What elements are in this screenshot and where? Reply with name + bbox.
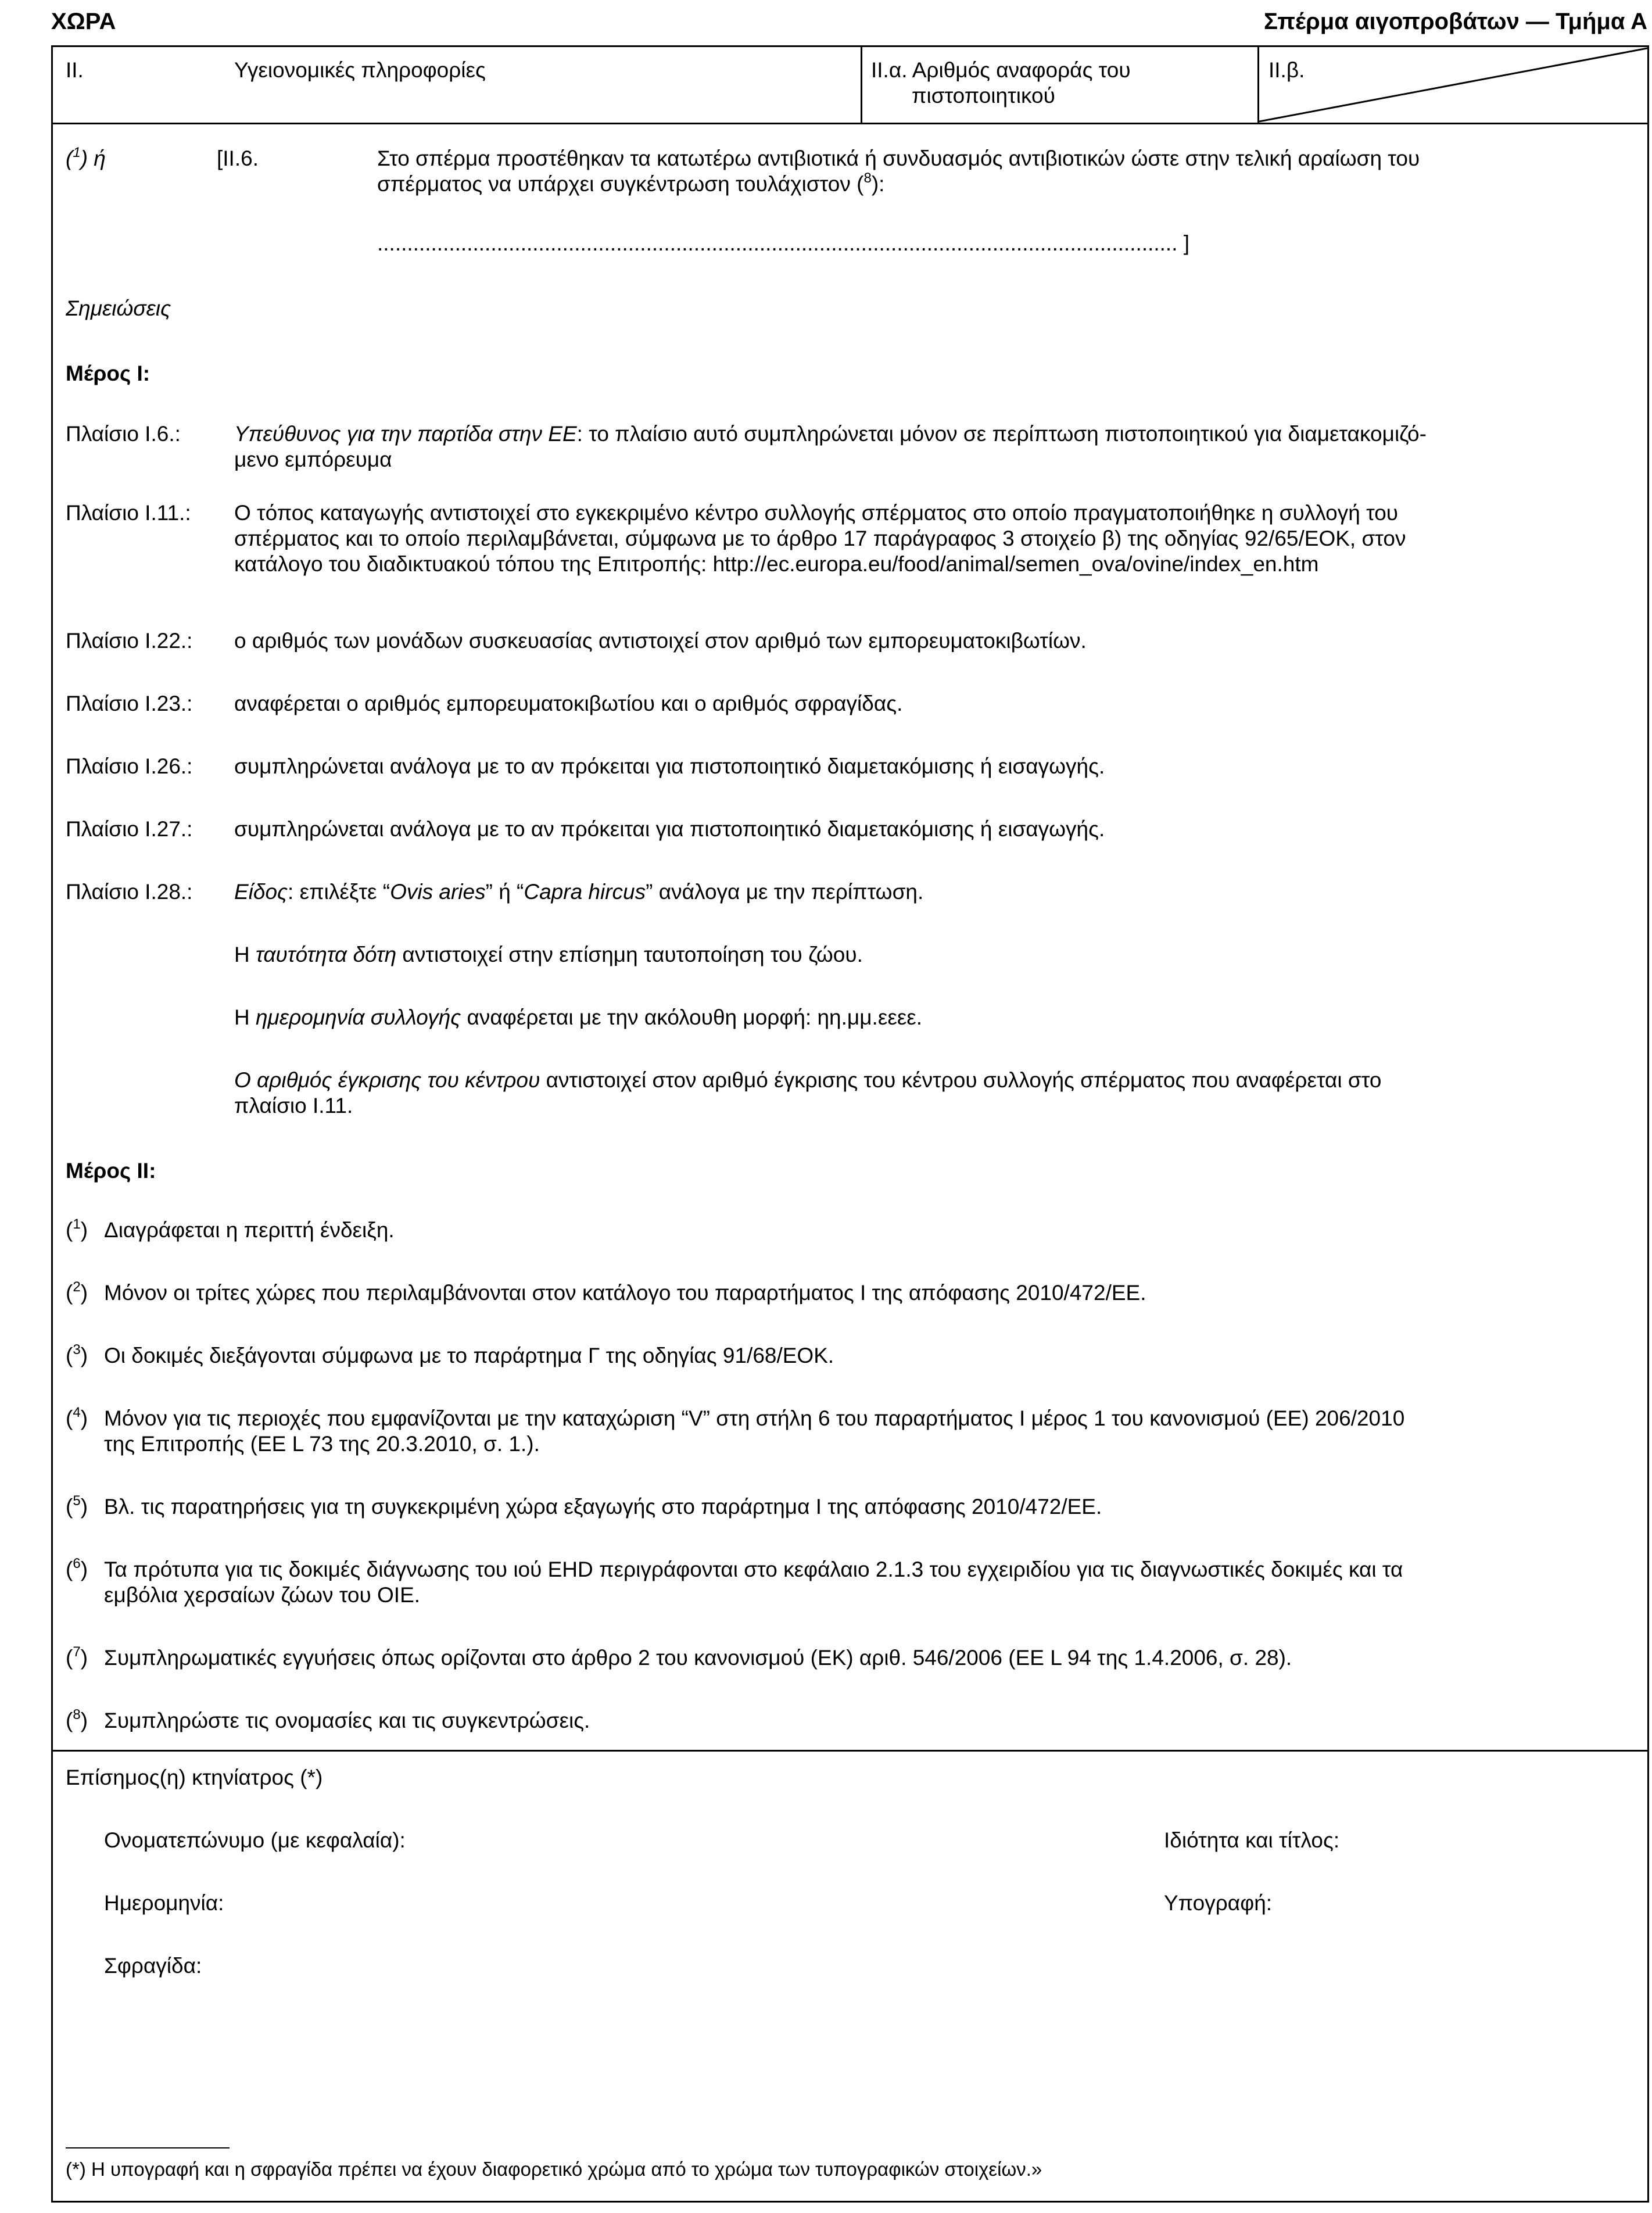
footnote-text: Διαγράφεται η περιττή ένδειξη. bbox=[104, 1218, 395, 1242]
donor-italic: ταυτότητα δότη bbox=[256, 943, 397, 966]
signature-divider bbox=[53, 1750, 1647, 1752]
box122-label: Πλαίσιο I.22.: bbox=[66, 629, 193, 653]
signature-footnote: (*) Η υπογραφή και η σφραγίδα πρέπει να έχουν διαφορετικό χρώμα από το χρώμα των τυπογραφικών στοιχείων.» bbox=[66, 2158, 1042, 2180]
box111-line3: κατάλογο του διαδικτυακού τόπου της Επιτροπής: http://ec.europa.eu/food/animal/semen_ova/ovine/index_en.htm bbox=[234, 552, 1319, 576]
date-b: αναφέρεται με την ακόλουθη μορφή: ηη.μμ.εεεε. bbox=[461, 1005, 923, 1029]
centre-line2: πλαίσιο I.11. bbox=[234, 1094, 353, 1118]
box111-label: Πλαίσιο I.11.: bbox=[66, 501, 191, 525]
antibiotics-number: [II.6. bbox=[217, 146, 259, 170]
antibiotics-line2: σπέρματος να υπάρχει συγκέντρωση τουλάχιστον ($^8$): bbox=[377, 170, 885, 196]
note-ref-text: ($^1$) ή bbox=[66, 144, 106, 170]
box128-donor bbox=[234, 942, 1635, 968]
centre-b: αντιστοιχεί στον αριθμό έγκρισης του κέντρου συλλογής σπέρματος που αναφέρεται στο bbox=[540, 1068, 1382, 1092]
date-label: Ημερομηνία: bbox=[104, 1891, 224, 1915]
stamp-label: Σφραγίδα: bbox=[104, 1954, 202, 1978]
box16-label: Πλαίσιο I.6.: bbox=[66, 422, 181, 446]
footnote-text: Συμπληρώστε τις ονομασίες και τις συγκεντρώσεις. bbox=[104, 1709, 590, 1732]
box16-text bbox=[234, 421, 1635, 472]
footnote-text bbox=[104, 1557, 1635, 1608]
box126-label: Πλαίσιο I.26.: bbox=[66, 754, 193, 778]
section-iib: II.β. bbox=[1268, 58, 1305, 82]
box127-label: Πλαίσιο I.27.: bbox=[66, 817, 193, 841]
reference-label-line1: II.α. Αριθμός αναφοράς του bbox=[871, 58, 1131, 82]
box128-label: Πλαίσιο I.28.: bbox=[66, 880, 193, 904]
footnote-number: ($^3$) bbox=[66, 1341, 88, 1367]
footnote-line: Μόνον για τις περιοχές που εμφανίζονται με την καταχώριση “V” στη στήλη 6 του παραρτήματος I μέρος 1 του κανονισμού (ΕΕ) 206/2010 bbox=[104, 1406, 1405, 1430]
reference-label-line2: πιστοποιητικού bbox=[912, 84, 1055, 108]
antibiotics-dots: ...................................................................................................................................... ] bbox=[377, 231, 1190, 255]
box111-text bbox=[234, 500, 1635, 577]
part1-title: Μέρος I: bbox=[66, 361, 150, 385]
date-a: Η bbox=[234, 1005, 256, 1029]
model-heading: Σπέρμα αιγοπροβάτων — Τμήμα Α bbox=[1264, 9, 1647, 34]
footnote-line: Τα πρότυπα για τις δοκιμές διάγνωσης του ιού EHD περιγράφονται στο κεφάλαιο 2.1.3 του εγχειριδίου για τις διαγνωστικές δοκιμές και τα bbox=[104, 1557, 1403, 1581]
date-italic: ημερομηνία συλλογής bbox=[256, 1005, 461, 1029]
footnote-text: Βλ. τις παρατηρήσεις για τη συγκεκριμένη χώρα εξαγωγής στο παράρτημα I της απόφασης 2010/472/ΕΕ. bbox=[104, 1495, 1102, 1519]
footnote-number: ($^1$) bbox=[66, 1216, 88, 1242]
box128-species bbox=[234, 879, 1635, 905]
quality-label: Ιδιότητα και τίτλος: bbox=[1164, 1828, 1340, 1852]
donor-b: αντιστοιχεί στην επίσημη ταυτοποίηση του ζώου. bbox=[396, 943, 863, 966]
box127-text: συμπληρώνεται ανάλογα με το αν πρόκειται για πιστοποιητικό διαμετακόμισης ή εισαγωγής. bbox=[234, 817, 1105, 841]
footnote-line: εμβόλια χερσαίων ζώων του OIE. bbox=[104, 1583, 421, 1607]
country-heading: ΧΩΡΑ bbox=[51, 9, 116, 34]
box16-rest: : το πλαίσιο αυτό συμπληρώνεται μόνον σε περίπτωση πιστοποιητικού για διαμετακομιζό- bbox=[576, 422, 1427, 446]
species-c: ” ανάλογα με την περίπτωση. bbox=[646, 880, 924, 904]
footnote-text: Μόνον οι τρίτες χώρες που περιλαμβάνονται στον κατάλογο του παραρτήματος I της απόφασης 2010/472/ΕΕ. bbox=[104, 1281, 1146, 1305]
box123-label: Πλαίσιο I.23.: bbox=[66, 692, 193, 715]
footnote-text: Συμπληρωματικές εγγυήσεις όπως ορίζονται στο άρθρο 2 του κανονισμού (ΕΚ) αριθ. 546/2006 (ΕΕ L 94 της 1.4.2006, σ. 28). bbox=[104, 1646, 1292, 1670]
footnote-text bbox=[104, 1406, 1635, 1457]
ovis-aries: Ovis aries bbox=[390, 880, 486, 904]
certificate-frame bbox=[51, 45, 1649, 2203]
footnote-rule bbox=[66, 2147, 230, 2148]
footnote-number: ($^2$) bbox=[66, 1279, 88, 1305]
notes-title: Σημειώσεις bbox=[66, 296, 171, 320]
signature-label: Υπογραφή: bbox=[1164, 1891, 1273, 1915]
species-b: ” ή “ bbox=[485, 880, 524, 904]
footnote-number: ($^8$) bbox=[66, 1706, 88, 1732]
footnote-number: ($^6$) bbox=[66, 1555, 88, 1581]
vet-title: Επίσημος(η) κτηνίατρος (*) bbox=[66, 1766, 323, 1789]
column-divider bbox=[861, 47, 862, 123]
box111-line1: Ο τόπος καταγωγής αντιστοιχεί στο εγκεκριμένο κέντρο συλλογής σπέρματος στο οποίο πραγματοποιήθηκε η συλλογή του bbox=[234, 501, 1399, 525]
box122-text: ο αριθμός των μονάδων συσκευασίας αντιστοιχεί στον αριθμό των εμπορευματοκιβωτίων. bbox=[234, 629, 1087, 653]
donor-a: Η bbox=[234, 943, 256, 966]
box16-italic: Υπεύθυνος για την παρτίδα στην ΕΕ bbox=[234, 422, 577, 446]
footnote-number: ($^7$) bbox=[66, 1643, 88, 1670]
antibiotics-line1: Στο σπέρμα προστέθηκαν τα κατωτέρω αντιβιοτικά ή συνδυασμός αντιβιοτικών ώστε στην τελική αραίωση του bbox=[377, 146, 1420, 170]
name-label: Ονοματεπώνυμο (με κεφαλαία): bbox=[104, 1828, 406, 1852]
footnote-number: ($^4$) bbox=[66, 1404, 88, 1430]
box123-text: αναφέρεται ο αριθμός εμπορευματοκιβωτίου και ο αριθμός σφραγίδας. bbox=[234, 692, 903, 715]
footnote-line: της Επιτροπής (ΕΕ L 73 της 20.3.2010, σ. 1.). bbox=[104, 1432, 540, 1456]
species-a: : επιλέξτε “ bbox=[288, 880, 390, 904]
part2-title: Μέρος II: bbox=[66, 1159, 156, 1183]
centre-italic: Ο αριθμός έγκρισης του κέντρου bbox=[234, 1068, 540, 1092]
section-title: Υγειονομικές πληροφορίες bbox=[234, 58, 486, 82]
box16-line2: μενο εμπόρευμα bbox=[234, 447, 392, 471]
footnote-text: Οι δοκιμές διεξάγονται σύμφωνα με το παράρτημα Γ της οδηγίας 91/68/ΕΟΚ. bbox=[104, 1344, 834, 1367]
species-italic: Είδος bbox=[234, 880, 288, 904]
footnote-number: ($^5$) bbox=[66, 1492, 88, 1519]
box111-line2: σπέρματος και το οποίο περιλαμβάνεται, σύμφωνα με το άρθρο 17 παράγραφος 3 στοιχείο β) της οδηγίας 92/65/ΕΟΚ, στον bbox=[234, 527, 1406, 550]
row-divider bbox=[53, 123, 1647, 124]
diagonal-strike bbox=[1259, 47, 1647, 123]
box128-date bbox=[234, 1005, 1635, 1030]
section-number: II. bbox=[66, 58, 84, 82]
box126-text: συμπληρώνεται ανάλογα με το αν πρόκειται για πιστοποιητικό διαμετακόμισης ή εισαγωγής. bbox=[234, 754, 1105, 778]
antibiotics-note-ref bbox=[66, 146, 106, 171]
box128-centre bbox=[234, 1068, 1635, 1119]
capra-hircus: Capra hircus bbox=[524, 880, 646, 904]
